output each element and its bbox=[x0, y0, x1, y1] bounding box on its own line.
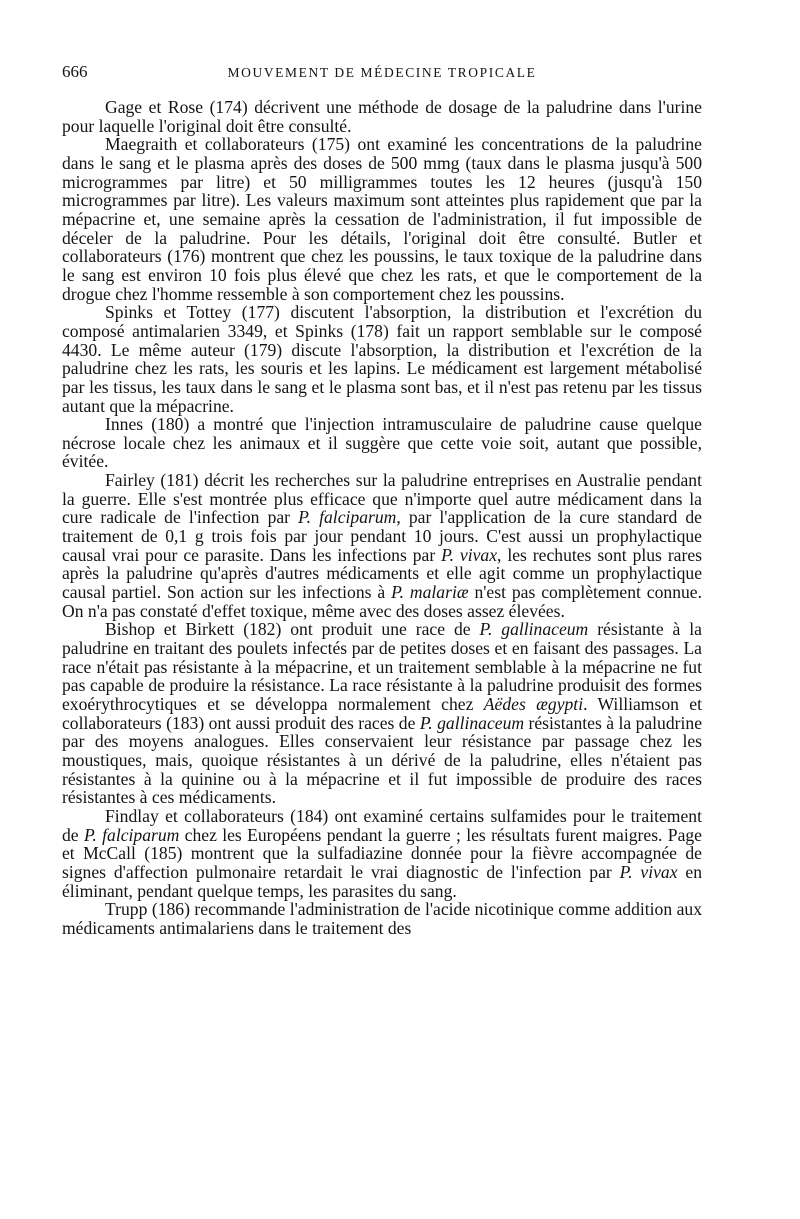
italic-text: Aëdes ægypti bbox=[483, 694, 584, 714]
text-run: , les rechutes sont plus rares après la paludrine qu'après d'autres médicaments et elle agit comme un prophylactique causal partiel. Son action sur les infections à bbox=[62, 544, 703, 603]
paragraph bbox=[62, 807, 702, 900]
paragraph bbox=[62, 415, 702, 471]
page-number: 666 bbox=[62, 62, 88, 81]
italic-text: P. malariæ bbox=[391, 582, 469, 603]
text-run: Maegraith et collaborateurs (175) ont examiné les concentrations de la paludrine dans le sang et le plasma après des doses de 500 mmg (taux dans le plasma jusqu'à 500 microgrammes par litre) et 50 milligrammes toutes les 12 heures (jusqu'à 150 microgrammes par litre). Les valeurs maximum sont atteintes plus rapidement que par la mépacrine et, une semaine après la cessation de l'administration, il fut impossible de déceler de la paludrine. Pour les détails, l'original doit être consulté. Butler et collaborateurs (176) montrent que chez les poussins, le taux toxique de la paludrine dans le sang est environ 10 fois plus élevé que chez les rats, et que le comportement de la drogue chez l'homme ressemble à son comportement chez les poussins. bbox=[62, 134, 702, 304]
running-head: MOUVEMENT DE MÉDECINE TROPICALE bbox=[227, 65, 537, 80]
paragraph bbox=[62, 471, 702, 620]
text-run: , par l'application de la cure standard de traitement de 0,1 g trois fois par jour pendant 10 jours. C'est aussi un prophylactique causal vrai pour ce parasite. Dans les infections par bbox=[62, 507, 702, 565]
text-run: Innes (180) a montré que l'injection intramusculaire de paludrine cause quelque nécrose locale chez les animaux et il suggère que cette voie soit, autant que possible, évitée. bbox=[62, 414, 702, 472]
paragraph bbox=[62, 620, 702, 807]
text-run: n'est pas complètement connue. On n'a pas constaté d'effet toxique, même avec des doses assez élevées. bbox=[62, 582, 702, 621]
text-run: Fairley (181) décrit les recherches sur la paludrine entreprises en Australie pendant la guerre. Elle s'est montrée plus efficace que n'importe quel autre médicament dans la cure radicale de l'infection par bbox=[62, 470, 702, 528]
text-run: Trupp (186) recommande l'administration de l'acide nicotinique comme addition aux médicaments antimalariens dans le traitement des bbox=[62, 899, 702, 938]
paragraph bbox=[62, 98, 702, 135]
text-run: Spinks et Tottey (177) discutent l'absorption, la distribution et l'excrétion du composé antimalarien 3349, et Spinks (178) fait un rapport semblable sur le composé 4430. Le même auteur (179) discute l'absorption, la distribution et l'excrétion de la paludrine chez les rats, les souris et les lapins. Le médicament est largement métabolisé par les tissus, les taux dans le sang et le plasma sont bas, et il n'est pas retenu par les tissus autant que la mépacrine. bbox=[62, 302, 702, 416]
page-header bbox=[62, 62, 702, 92]
paragraph bbox=[62, 303, 702, 415]
text-run: . Williamson et collaborateurs (183) ont aussi produit des races de bbox=[62, 694, 702, 733]
italic-text: P. vivax bbox=[619, 861, 678, 882]
paragraph bbox=[62, 900, 702, 937]
text-run: Findlay et collaborateurs (184) ont examiné certains sulfamides pour le traitement de bbox=[62, 805, 702, 845]
paragraph bbox=[62, 135, 702, 303]
body-text bbox=[62, 98, 702, 938]
italic-text: P. gallinaceum bbox=[419, 712, 525, 733]
text-run: en éliminant, pendant quelque temps, les parasites du sang. bbox=[62, 861, 703, 901]
text-run: Gage et Rose (174) décrivent une méthode de dosage de la paludrine dans l'urine pour laquelle l'original doit être consulté. bbox=[62, 97, 702, 136]
text-run: résistantes à la paludrine par des moyens analogues. Elles conservaient leur résistance par passage chez les moustiques, mais, quoique résistantes à un dérivé de la paludrine, elles n'étaient pas résistantes à la quinine ou à la mépacrine et il fut impossible de produire des races résistantes à ces médicaments. bbox=[62, 712, 703, 808]
italic-text: P. falciparum bbox=[83, 824, 180, 845]
document-page bbox=[62, 62, 702, 938]
italic-text: P. vivax bbox=[441, 544, 498, 565]
text-run: Bishop et Birkett (182) ont produit une race de bbox=[105, 619, 480, 640]
italic-text: P. falciparum bbox=[298, 507, 397, 528]
text-run: chez les Européens pendant la guerre ; les résultats furent maigres. Page et McCall (185) montrent que la sulfadiazine donnée pour la fièvre accompagnée de signes d'affection pulmonaire retardait le vrai diagnostic de l'infection par bbox=[62, 824, 702, 882]
text-run: résistante à la paludrine en traitant des poulets infectés par de petites doses et en faisant des passages. La race n'était pas résistante à la mépacrine, et un traitement semblable à la mépacrine ne fut pas capable de produire la résistance. La race résistante à la paludrine produisit des formes exoérythrocytiques et se développa normalement chez bbox=[62, 619, 702, 714]
italic-text: P. gallinaceum bbox=[479, 619, 589, 640]
